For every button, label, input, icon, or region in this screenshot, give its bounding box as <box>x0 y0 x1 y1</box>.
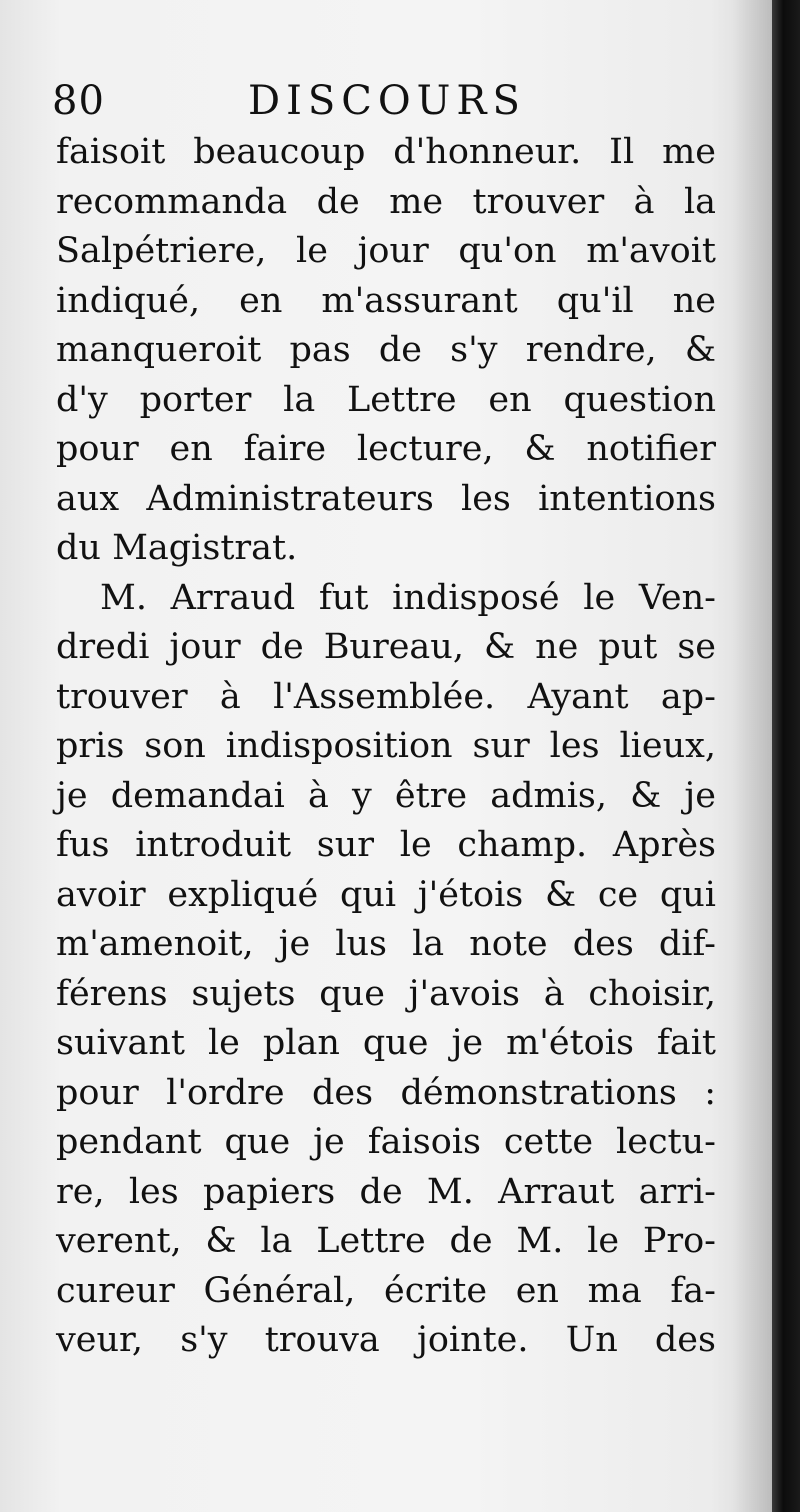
body-text <box>56 128 716 1366</box>
page-header <box>52 74 712 130</box>
text-line: m'amenoit, je lus la note des dif- <box>56 924 716 964</box>
text-line: férens sujets que j'avois à choisir, <box>56 973 716 1014</box>
text-line: du Magistrat. <box>56 528 298 568</box>
text-line: pour en faire lecture, & notifier <box>56 429 716 469</box>
text-line: Salpétriere, le jour qu'on m'avoit <box>56 231 716 271</box>
text-line: suivant le plan que je m'étois fait <box>56 1023 716 1063</box>
page-edge-shadow <box>732 0 772 1512</box>
text-line: verent, & la Lettre de M. le Pro- <box>56 1221 716 1261</box>
text-line: dredi jour de Bureau, & ne put se <box>56 627 716 667</box>
text-line: d'y porter la Lettre en question <box>56 379 716 420</box>
text-line: pendant que je faisois cette lectu- <box>56 1122 716 1162</box>
text-line: pris son indisposition sur les lieux, <box>56 726 716 766</box>
text-line: aux Administrateurs les intentions <box>56 478 716 519</box>
text-line: veur, s'y trouva jointe. Un des <box>56 1320 716 1360</box>
text-line: je demandai à y être admis, & je <box>56 775 716 816</box>
book-spine <box>772 0 800 1512</box>
page-number: 80 <box>52 78 105 124</box>
text-line: pour l'ordre des démonstrations : <box>56 1072 716 1113</box>
text-line: M. Arraud fut indisposé le Ven- <box>100 577 716 618</box>
text-line: manqueroit pas de s'y rendre, & <box>56 330 716 370</box>
text-line: fus introduit sur le champ. Après <box>56 825 716 865</box>
text-line: re, les papiers de M. Arraut arri- <box>56 1171 716 1212</box>
running-head: DISCOURS <box>248 78 526 124</box>
text-line: trouver à l'Assemblée. Ayant ap- <box>56 676 716 717</box>
text-line: avoir expliqué qui j'étois & ce qui <box>56 874 716 915</box>
text-line: cureur Général, écrite en ma fa- <box>56 1270 716 1311</box>
text-line: indiqué, en m'assurant qu'il ne <box>56 280 716 321</box>
text-line: faisoit beaucoup d'honneur. Il me <box>56 132 716 172</box>
text-line: recommanda de me trouver à la <box>56 181 716 222</box>
